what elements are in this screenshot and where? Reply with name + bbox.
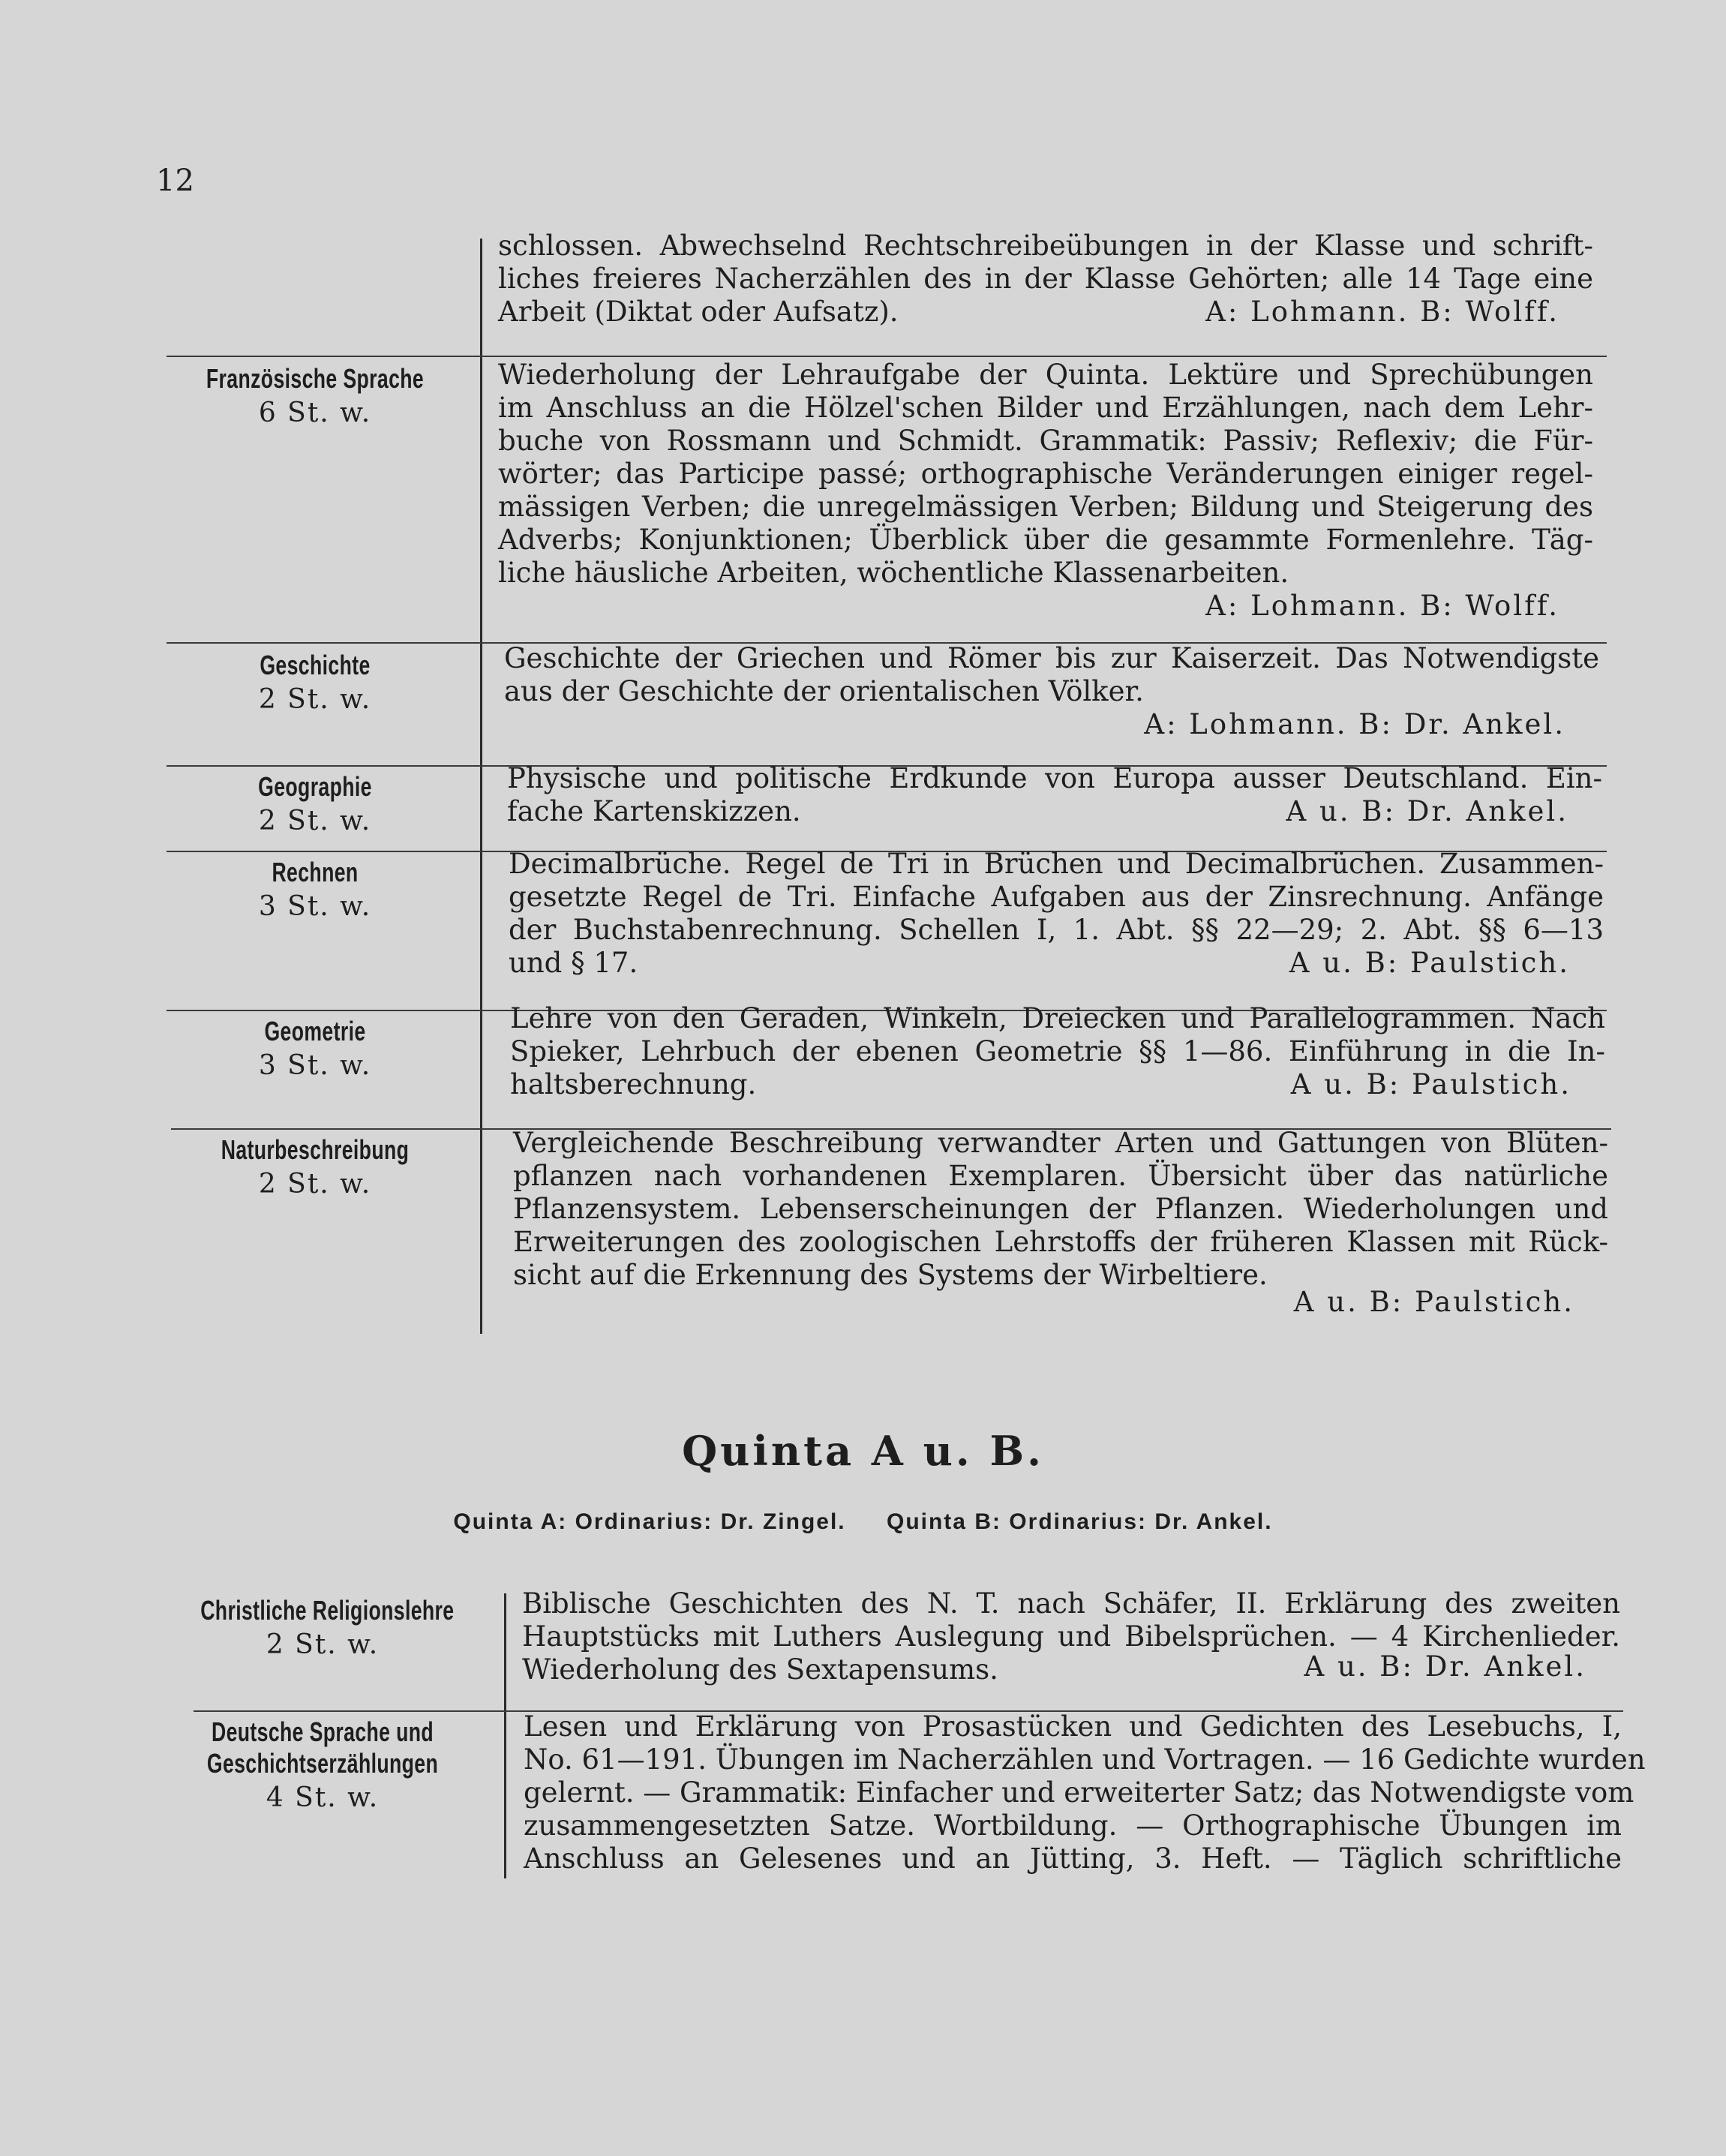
subject-name: Geschichte (260, 650, 371, 680)
subject-label-franzoesisch (158, 363, 473, 428)
continuation-text (498, 230, 1593, 329)
text-line: der Buchstabenrechnung. Schellen I, 1. Abt. §§ 22—29; 2. Abt. §§ 6—13 (509, 914, 1604, 946)
subject-name: Geometrie (264, 1016, 366, 1046)
subject-name: Naturbeschreibung (221, 1134, 410, 1165)
subject-hours: 3 St. w. (258, 1050, 372, 1081)
teachers: A: Lohmann. B: Dr. Ankel. (1144, 708, 1565, 740)
subject-hours: 4 St. w. (266, 1782, 380, 1813)
teachers: A u. B: Paulstich. (1290, 1068, 1571, 1101)
text-line: Biblische Geschichten des N. T. nach Schäfer, II. Erklärung des zweiten (522, 1587, 1620, 1620)
subject-label-deutsch (158, 1716, 488, 1813)
text-line: Spieker, Lehrbuch der ebenen Geometrie §§ 1—86. Einführung in die In- (510, 1035, 1605, 1067)
subject-hours: 2 St. w. (258, 1169, 372, 1200)
teachers: A u. B: Dr. Ankel. (1286, 795, 1568, 827)
text-line: Geschichte der Griechen und Römer bis zur Kaiserzeit. Das Notwendigste (504, 642, 1599, 674)
text-line: Anschluss an Gelesenes und an Jütting, 3. Heft. — Täglich schriftliche (524, 1842, 1622, 1875)
subject-hours: 2 St. w. (266, 1629, 380, 1660)
column-rule-bottom (504, 1593, 506, 1878)
ordinarius-b: Quinta B: Ordinarius: Dr. Ankel. (886, 1509, 1273, 1534)
subject-text-geschichte (504, 642, 1599, 741)
text-line: Decimalbrüche. Regel de Tri in Brüchen und Decimalbrüchen. Zusammen- (509, 848, 1604, 880)
text-line: schlossen. Abwechselnd Rechtschreibeübungen in der Klasse und schrift- (498, 230, 1593, 262)
text-line: im Anschluss an die Hölzel'schen Bilder und Erzählungen, nach dem Lehr- (498, 392, 1593, 424)
column-rule-top (480, 239, 482, 1334)
subject-label-geographie (158, 771, 473, 836)
text-line: Wiederholung der Lehraufgabe der Quinta. Lektüre und Sprechübungen (498, 359, 1593, 391)
subject-name-line2: Geschichtserzählungen (206, 1748, 439, 1779)
teachers: A: Lohmann. B: Wolff. (1205, 590, 1559, 622)
subject-label-naturbeschreibung (158, 1134, 473, 1200)
subject-label-rechnen (158, 857, 473, 922)
text-line: gelernt. — Grammatik: Einfacher und erweiterter Satz; das Notwendigste vom (524, 1776, 1634, 1809)
subject-text-religion (522, 1587, 1620, 1686)
ordinarius-a: Quinta A: Ordinarius: Dr. Zingel. (453, 1509, 846, 1534)
text-line: und § 17. (509, 947, 638, 979)
subject-hours: 2 St. w. (258, 806, 372, 836)
text-line: sicht auf die Erkennung des Systems der Wirbeltiere. (513, 1259, 1268, 1291)
text-line: Hauptstücks mit Luthers Auslegung und Bibelsprüchen. — 4 Kirchenlieder. (522, 1620, 1620, 1653)
text-line: Adverbs; Konjunktionen; Überblick über die gesammte Formenlehre. Täg- (498, 524, 1593, 556)
subject-text-geographie (507, 762, 1602, 828)
text-line: wörter; das Participe passé; orthographische Veränderungen einiger regel- (498, 458, 1593, 490)
text-line: pflanzen nach vorhandenen Exemplaren. Übersicht über das natürliche (513, 1160, 1608, 1192)
page-number: 12 (156, 164, 194, 198)
text-line: fache Kartenskizzen. (507, 795, 801, 827)
subject-text-rechnen (509, 848, 1604, 980)
text-line: zusammengesetzten Satze. Wortbildung. — Orthographische Übungen im (524, 1809, 1622, 1842)
subject-label-religion (158, 1595, 488, 1660)
text-line: Arbeit (Diktat oder Aufsatz). (498, 296, 899, 328)
subject-name: Christliche Religionslehre (200, 1595, 455, 1626)
subject-label-geometrie (158, 1016, 473, 1081)
text-line: Wiederholung des Sextapensums. (522, 1653, 998, 1686)
text-line: Physische und politische Erdkunde von Europa ausser Deutschland. Ein- (507, 762, 1602, 794)
subject-name-line1: Deutsche Sprache und (211, 1716, 434, 1747)
text-line: Erweiterungen des zoologischen Lehrstoffs der früheren Klassen mit Rück- (513, 1226, 1608, 1258)
text-line: No. 61—191. Übungen im Nacherzählen und Vortragen. — 16 Gedichte wurden (524, 1743, 1646, 1776)
text-line: Lesen und Erklärung von Prosastücken und Gedichten des Lesebuchs, I, (524, 1710, 1622, 1743)
subject-name: Geographie (258, 771, 372, 802)
section-title: Quinta A u. B. (682, 1427, 1044, 1475)
subject-hours: 6 St. w. (258, 398, 372, 428)
subject-text-naturbeschreibung (513, 1127, 1608, 1319)
subject-name: Französische Sprache (206, 363, 425, 394)
text-line: aus der Geschichte der orientalischen Völker. (504, 675, 1144, 707)
text-line: liche häusliche Arbeiten, wöchentliche Klassenarbeiten. (498, 557, 1289, 589)
text-line: haltsberechnung. (510, 1068, 757, 1101)
text-line: Lehre von den Geraden, Winkeln, Dreiecken und Parallelogrammen. Nach (510, 1002, 1605, 1034)
teachers: A: Lohmann. B: Wolff. (1205, 296, 1559, 328)
text-line: gesetzte Regel de Tri. Einfache Aufgaben aus der Zinsrechnung. Anfänge (509, 881, 1604, 913)
text-line: mässigen Verben; die unregelmässigen Verben; Bildung und Steigerung des (498, 491, 1593, 523)
teachers: A u. B: Dr. Ankel. (1304, 1650, 1586, 1683)
text-line: buche von Rossmann und Schmidt. Grammatik: Passiv; Reflexiv; die Für- (498, 425, 1593, 457)
subject-hours: 3 St. w. (258, 891, 372, 922)
teachers: A u. B: Paulstich. (1289, 947, 1570, 979)
subject-text-geometrie (510, 1002, 1605, 1101)
text-line: Pflanzensystem. Lebenserscheinungen der Pflanzen. Wiederholungen und (513, 1193, 1608, 1225)
ordinarius-line (0, 1509, 1726, 1535)
teachers: A u. B: Paulstich. (1293, 1286, 1574, 1318)
subject-text-deutsch (524, 1710, 1646, 1875)
text-line: Vergleichende Beschreibung verwandter Arten und Gattungen von Blüten- (513, 1127, 1608, 1159)
divider (167, 356, 1607, 357)
text-line: liches freieres Nacherzählen des in der Klasse Gehörten; alle 14 Tage eine (498, 263, 1593, 295)
subject-label-geschichte (158, 650, 473, 715)
subject-text-franzoesisch (498, 359, 1593, 623)
subject-hours: 2 St. w. (258, 684, 372, 715)
subject-name: Rechnen (272, 857, 359, 887)
